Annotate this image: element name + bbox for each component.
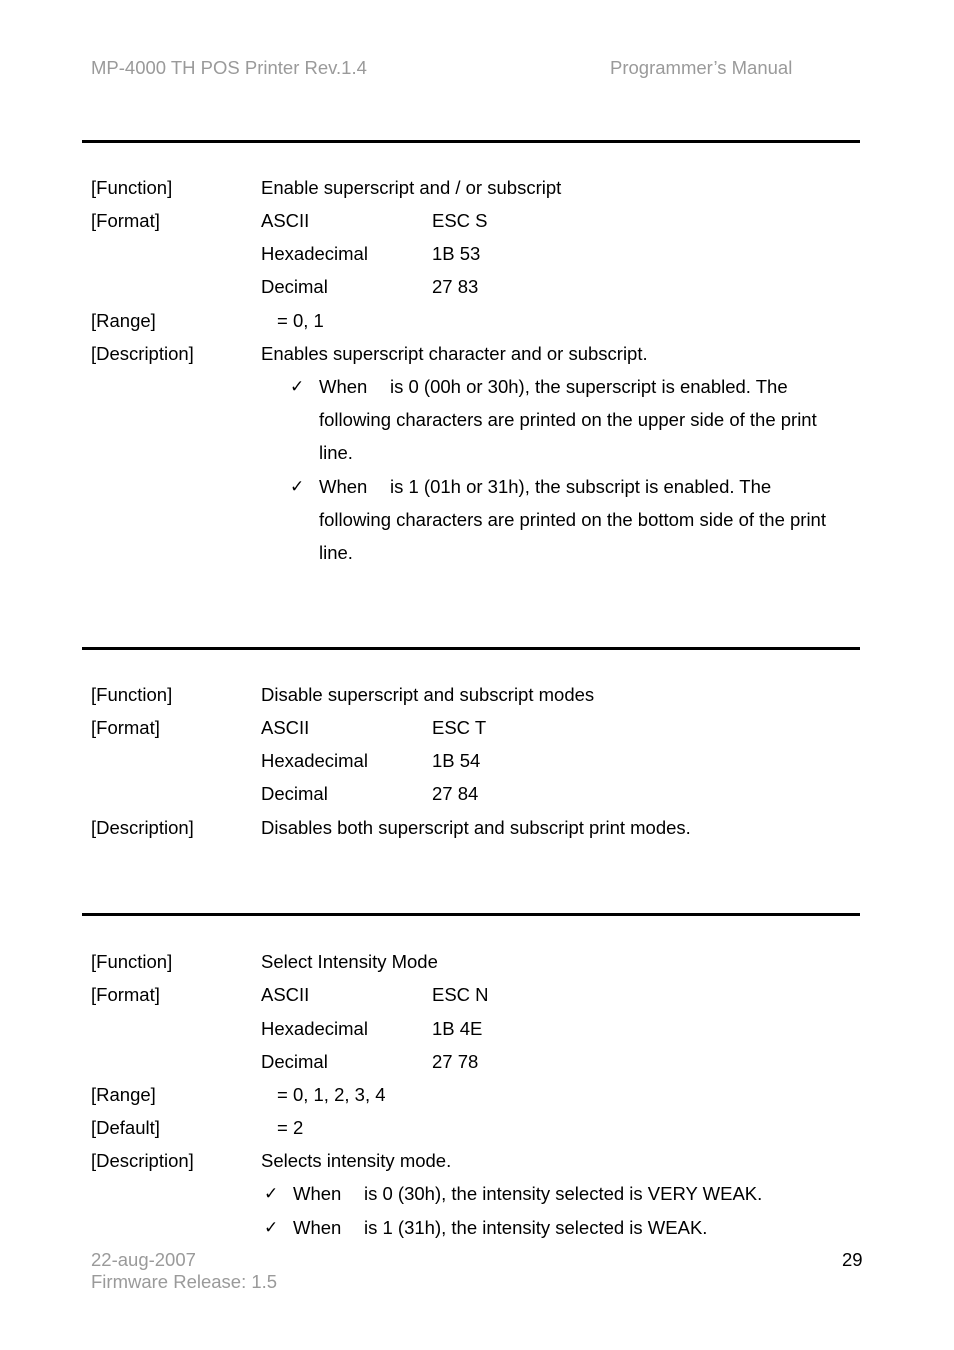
hex-label: Hexadecimal: [261, 243, 368, 264]
bullet-line: following characters are printed on the upper side of the print: [319, 409, 817, 430]
check-icon: ✓: [264, 1218, 279, 1238]
function-label: [Function]: [91, 684, 173, 705]
description-text: Disables both superscript and subscript print modes.: [261, 817, 691, 838]
bullet-line: is 0 (00h or 30h), the superscript is enabled. The: [390, 376, 788, 397]
section-divider: [82, 913, 860, 916]
description-label: [Description]: [91, 817, 194, 838]
bullet-line: is 0 (30h), the intensity selected is VERY WEAK.: [364, 1183, 763, 1204]
page-number: 29: [842, 1249, 863, 1270]
bullet-line: is 1 (31h), the intensity selected is WEAK.: [364, 1217, 708, 1238]
ascii-label: ASCII: [261, 984, 310, 1005]
description-label: [Description]: [91, 343, 194, 364]
function-text: Enable superscript and / or subscript: [261, 177, 562, 198]
decimal-value: 27 83: [432, 276, 479, 297]
footer-firmware: Firmware Release: 1.5: [91, 1271, 278, 1292]
bullet-line: line.: [319, 542, 353, 563]
bullet-line: line.: [319, 442, 353, 463]
bullet-when: When: [293, 1217, 342, 1238]
range-value: = 0, 1, 2, 3, 4: [277, 1084, 386, 1105]
decimal-label: Decimal: [261, 783, 328, 804]
hex-value: 1B 54: [432, 750, 481, 771]
description-label: [Description]: [91, 1150, 194, 1171]
function-label: [Function]: [91, 177, 173, 198]
bullet-when: When: [293, 1183, 342, 1204]
function-text: Select Intensity Mode: [261, 951, 438, 972]
bullet-when: When: [319, 376, 368, 397]
range-label: [Range]: [91, 310, 156, 331]
format-label: [Format]: [91, 717, 160, 738]
bullet-line: following characters are printed on the bottom side of the print: [319, 509, 826, 530]
hex-value: 1B 4E: [432, 1018, 483, 1039]
decimal-label: Decimal: [261, 276, 328, 297]
format-label: [Format]: [91, 984, 160, 1005]
format-label: [Format]: [91, 210, 160, 231]
description-text: Enables superscript character and or subscript.: [261, 343, 648, 364]
hex-value: 1B 53: [432, 243, 481, 264]
decimal-value: 27 84: [432, 783, 479, 804]
ascii-value: ESC S: [432, 210, 488, 231]
section-divider: [82, 647, 860, 650]
header-left-title: MP-4000 TH POS Printer Rev.1.4: [91, 57, 367, 78]
decimal-value: 27 78: [432, 1051, 479, 1072]
function-label: [Function]: [91, 951, 173, 972]
description-text: Selects intensity mode.: [261, 1150, 452, 1171]
range-value: = 0, 1: [277, 310, 324, 331]
function-text: Disable superscript and subscript modes: [261, 684, 595, 705]
default-label: [Default]: [91, 1117, 160, 1138]
hex-label: Hexadecimal: [261, 1018, 368, 1039]
check-icon: ✓: [290, 477, 305, 497]
hex-label: Hexadecimal: [261, 750, 368, 771]
ascii-label: ASCII: [261, 717, 310, 738]
default-value: = 2: [277, 1117, 304, 1138]
header-right-title: Programmer’s Manual: [610, 57, 793, 78]
range-label: [Range]: [91, 1084, 156, 1105]
bullet-line: is 1 (01h or 31h), the subscript is enabled. The: [390, 476, 772, 497]
ascii-value: ESC N: [432, 984, 489, 1005]
decimal-label: Decimal: [261, 1051, 328, 1072]
ascii-label: ASCII: [261, 210, 310, 231]
check-icon: ✓: [290, 377, 305, 397]
section-divider: [82, 140, 860, 143]
bullet-when: When: [319, 476, 368, 497]
check-icon: ✓: [264, 1184, 279, 1204]
footer-date: 22-aug-2007: [91, 1249, 196, 1270]
ascii-value: ESC T: [432, 717, 487, 738]
